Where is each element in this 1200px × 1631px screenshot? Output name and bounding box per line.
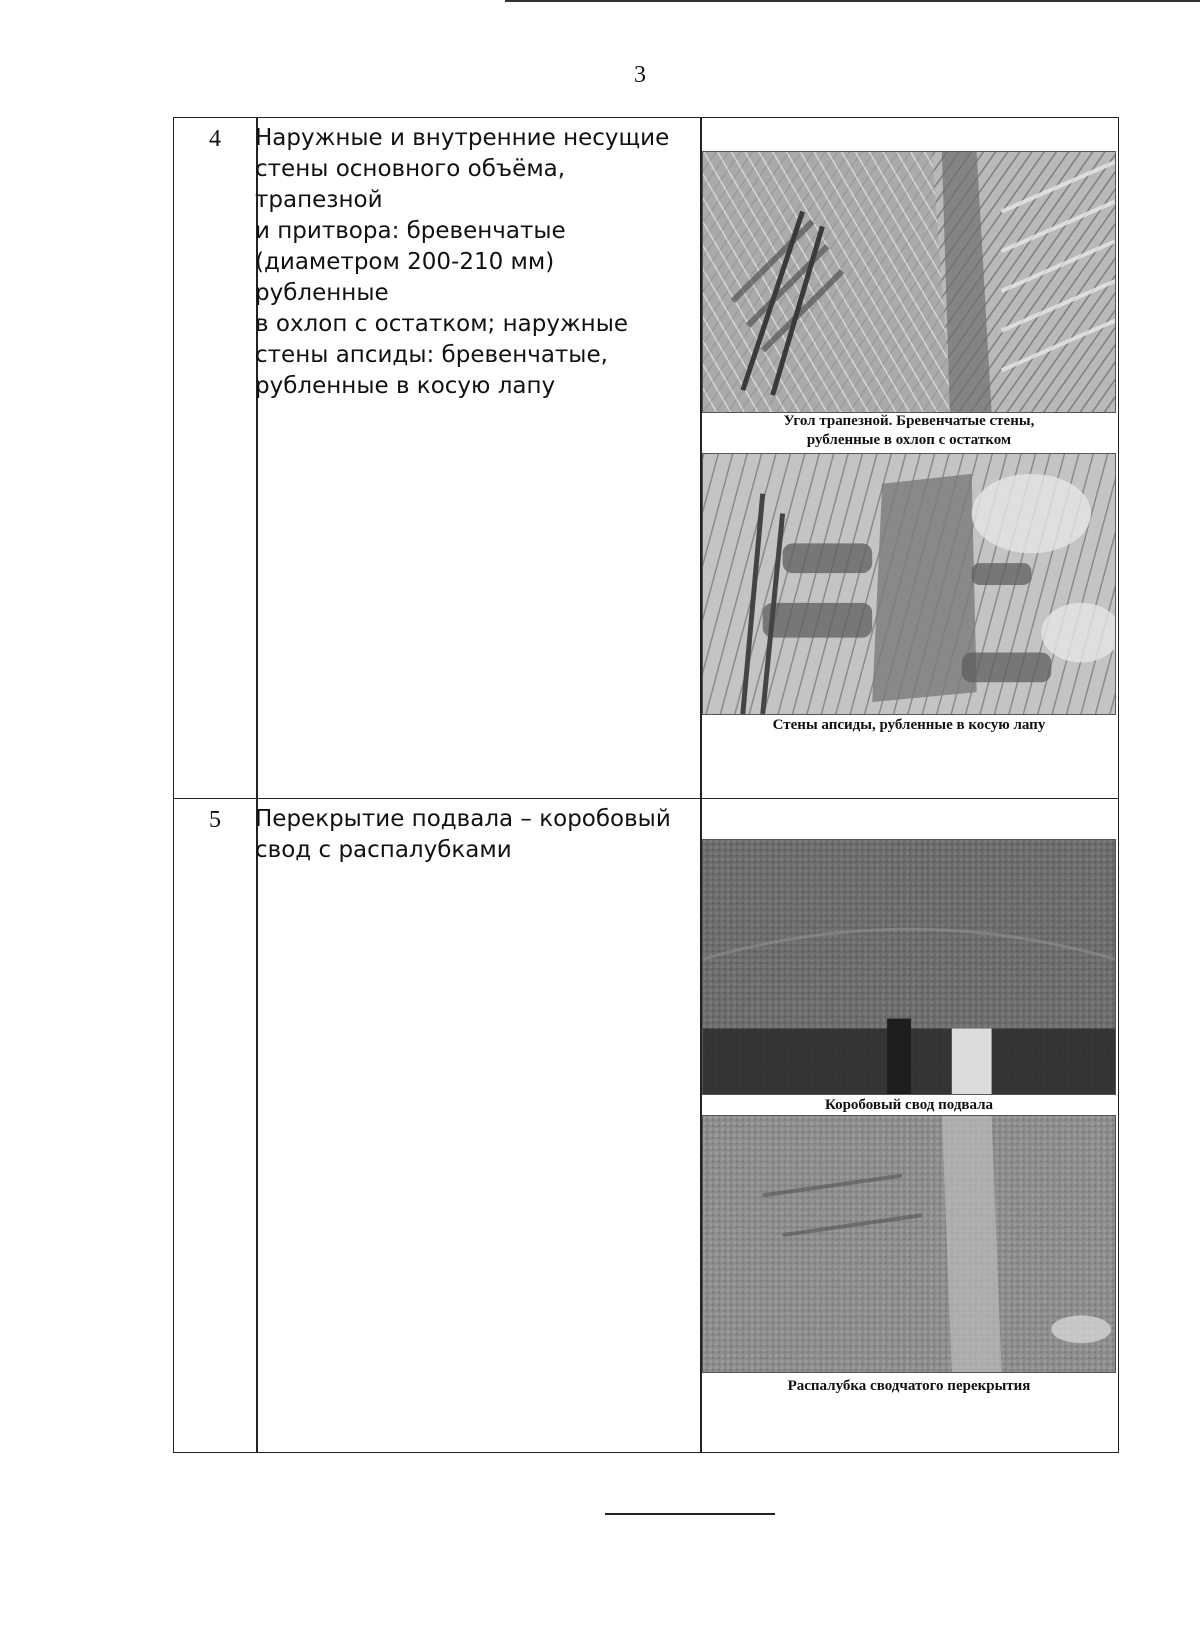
- structures-table: [173, 117, 1121, 1453]
- top-rule: [505, 0, 1200, 2]
- photo-caption: [702, 1377, 1116, 1396]
- description-line: стены апсиды: бревенчатые,: [255, 342, 608, 368]
- row-description: [255, 804, 695, 866]
- description-line: Перекрытие подвала – коробовый: [255, 806, 671, 832]
- caption-line: Распалубка сводчатого перекрытия: [787, 1378, 1031, 1394]
- photo-caption: [702, 412, 1116, 450]
- row-number: 5: [209, 807, 221, 833]
- table-row: [173, 117, 1119, 799]
- description-line: (диаметром 200-210 мм) рубленные: [255, 249, 555, 306]
- caption-line: Угол трапезной. Бревенчатые стены,: [783, 413, 1035, 429]
- photo-vault-groin: [702, 1115, 1116, 1373]
- photo-caption: [702, 1096, 1116, 1115]
- description-line: свод с распалубками: [255, 837, 512, 863]
- caption-line: рубленные в охлоп с остатком: [806, 432, 1012, 448]
- photo-apse-walls: [702, 453, 1116, 715]
- page-number: 3: [634, 62, 646, 88]
- description-line: и притвора: бревенчатые: [255, 218, 566, 244]
- column-divider: [256, 799, 258, 1452]
- row-description: [255, 123, 695, 402]
- description-line: в охлоп с остатком; наружные: [255, 311, 629, 337]
- table-row: [173, 798, 1119, 1453]
- caption-line: Стены апсиды, рубленные в косую лапу: [772, 717, 1046, 733]
- description-line: Наружные и внутренние несущие: [255, 125, 670, 151]
- description-line: рубленные в косую лапу: [255, 373, 556, 399]
- description-line: стены основного объёма, трапезной: [255, 156, 566, 213]
- photo-basement-vault: [702, 839, 1116, 1095]
- photo-refectory-corner: [702, 151, 1116, 413]
- bottom-rule: [605, 1513, 775, 1515]
- photo-caption: [702, 716, 1116, 735]
- row-number: 4: [209, 126, 221, 152]
- caption-line: Коробовый свод подвала: [824, 1097, 994, 1113]
